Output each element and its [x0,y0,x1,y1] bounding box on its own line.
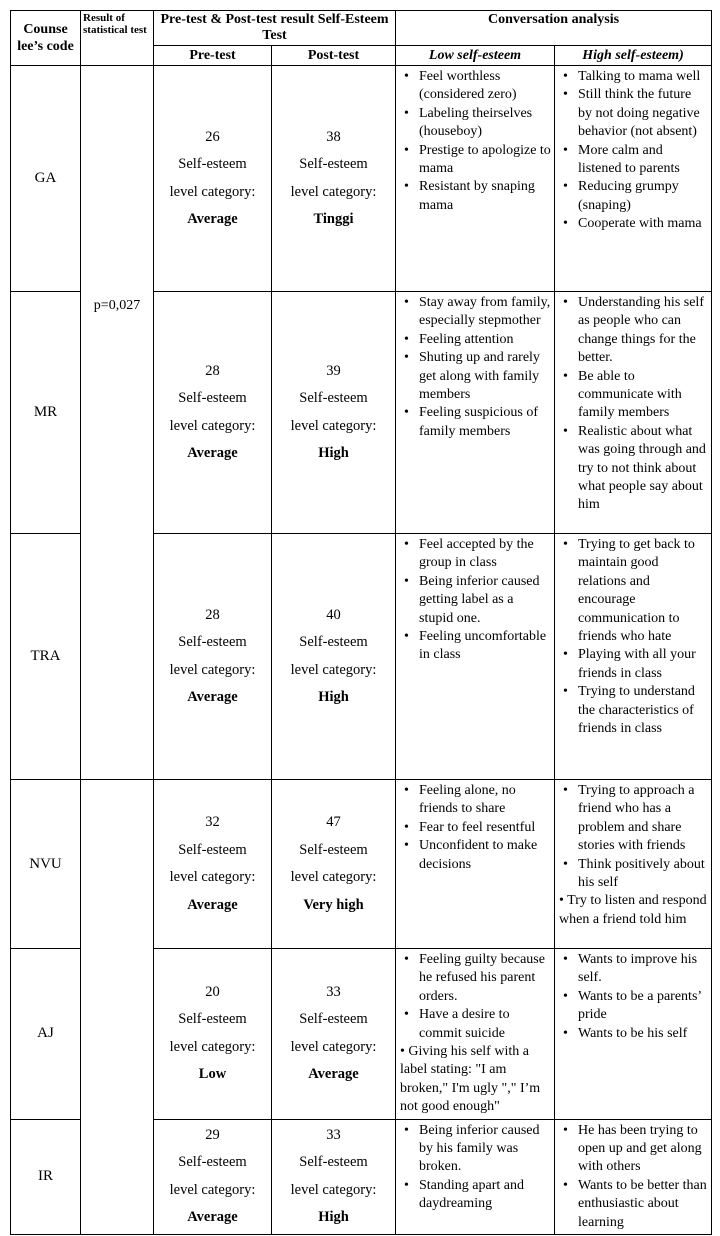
category-label: level category: [290,869,377,885]
list-item: • Understanding his self as people who can change things for the better. [559,294,708,368]
list-item: • Cooperate with mama [559,215,708,233]
pre-category: Average [187,211,238,227]
low-self-esteem-list [400,68,551,215]
pre-test-cell [154,66,272,292]
high-self-esteem-notes [555,292,712,534]
category-label: level category: [169,417,256,434]
low-self-esteem-notes [396,292,555,534]
category-label: level category: [290,1181,377,1198]
counselee-code: GA [11,66,81,292]
post-score: 33 [326,1126,341,1143]
pre-score: 32 [205,814,220,830]
post-category: Average [308,1066,359,1083]
post-test-cell [272,292,396,534]
pre-category: Average [187,445,238,461]
list-item: • Reducing grumpy (snaping) [559,178,708,215]
category-label: level category: [169,1038,256,1055]
pre-score: 20 [205,983,220,1000]
header-post-test: Post-test [272,46,396,66]
high-self-esteem-notes [555,949,712,1120]
low-self-esteem-list [400,951,551,1117]
category-label: Self-esteem [299,156,368,172]
list-item: • Feel accepted by the group in class [400,536,551,573]
list-item: • Wants to be better than enthusiastic about learning [559,1177,708,1232]
category-label: Self-esteem [178,156,247,172]
table-body [11,66,712,1235]
low-self-esteem-notes [396,949,555,1120]
list-item: • Labeling theirselves (houseboy) [400,105,551,142]
list-item: • Prestige to apologize to mama [400,142,551,179]
low-self-esteem-list [400,1122,551,1214]
post-test-cell [272,780,396,949]
post-category: Tinggi [313,211,354,227]
counselee-code: TRA [11,534,81,780]
post-category: High [318,1209,349,1226]
pre-score: 28 [205,362,220,379]
post-score: 38 [326,128,341,145]
post-score: 39 [326,362,341,379]
list-item: • Feel worthless (considered zero) [400,68,551,105]
list-item: • Being inferior caused getting label as a stupid one. [400,573,551,628]
post-category: High [318,445,349,461]
high-self-esteem-list [559,294,708,515]
high-self-esteem-notes [555,66,712,292]
list-item: • Talking to mama well [559,68,708,86]
list-item: • Have a desire to commit suicide [400,1006,551,1043]
post-category: Very high [303,896,364,913]
category-label: Self-esteem [299,390,368,406]
list-item: • Think positively about his self [559,856,708,893]
category-label: level category: [290,1038,377,1055]
high-self-esteem-list [559,536,708,738]
results-table [10,10,712,1235]
pre-test-cell [154,292,272,534]
empty-stat-cell [81,780,154,1235]
list-item: • Trying to understand the characteristics of friends in class [559,683,708,738]
high-self-esteem-list [559,782,708,929]
category-label: level category: [169,183,256,200]
category-label: level category: [290,417,377,434]
post-test-cell [272,1119,396,1234]
post-score: 33 [326,983,341,1000]
pre-score: 26 [205,128,220,145]
list-item: • Feeling alone, no friends to share [400,782,551,819]
high-self-esteem-list [559,951,708,1043]
header-counselee-code: Counse lee’s code [11,11,81,66]
list-item: • Still think the future by not doing negative behavior (not absent) [559,86,708,141]
low-self-esteem-notes [396,66,555,292]
high-self-esteem-list [559,68,708,234]
category-label: Self-esteem [178,1011,247,1028]
header-conversation-analysis: Conversation analysis [396,11,712,46]
counselee-code: AJ [11,949,81,1120]
category-label: Self-esteem [299,1011,368,1028]
list-item: • Stay away from family, especially stepmother [400,294,551,331]
category-label: level category: [169,1181,256,1198]
list-item: • Shuting up and rarely get along with family members [400,349,551,404]
list-item: • Resistant by snaping mama [400,178,551,215]
pre-category: Average [187,689,238,705]
list-item: • Wants to be a parents’ pride [559,988,708,1025]
post-test-cell [272,534,396,780]
pre-category: Low [198,1066,227,1083]
category-label: level category: [169,869,256,885]
pre-category: Average [187,1209,238,1226]
pre-score: 29 [205,1126,220,1143]
list-item: • Feeling uncomfortable in class [400,628,551,665]
high-self-esteem-list [559,1122,708,1232]
category-label: level category: [290,183,377,200]
list-item: • Unconfident to make decisions [400,837,551,874]
list-item: • Being inferior caused by his family was broken. [400,1122,551,1177]
category-label: Self-esteem [299,634,368,650]
table-row [11,66,712,292]
p-value-text: p=0,027 [93,298,141,313]
category-label: Self-esteem [178,634,247,650]
pre-test-cell [154,780,272,949]
category-label: level category: [169,661,256,678]
counselee-code: IR [11,1119,81,1234]
category-label: Self-esteem [299,841,368,858]
header-pre-test: Pre-test [154,46,272,66]
category-label: Self-esteem [299,1154,368,1171]
p-value [81,66,154,780]
category-label: level category: [290,661,377,678]
pre-test-cell [154,534,272,780]
pre-test-cell [154,1119,272,1234]
table-row [11,780,712,949]
low-self-esteem-list [400,294,551,441]
low-self-esteem-notes [396,534,555,780]
header-high-self-esteem: High self-esteem) [555,46,712,66]
header-test-group: Pre-test & Post-test result Self-Esteem Test [154,11,396,46]
list-item: • More calm and listened to parents [559,142,708,179]
list-item: • He has been trying to open up and get along with others [559,1122,708,1177]
category-label: Self-esteem [178,1154,247,1171]
list-item: • Feeling suspicious of family members [400,404,551,441]
counselee-code: MR [11,292,81,534]
list-item: • Giving his self with a label stating: "I am broken," I'm ugly "," I’m not good enough" [400,1044,541,1115]
post-score: 47 [326,814,341,830]
list-item: • Standing apart and daydreaming [400,1177,551,1214]
high-self-esteem-notes [555,780,712,949]
category-label: Self-esteem [178,841,247,858]
low-self-esteem-notes [396,1119,555,1234]
post-category: High [318,689,349,705]
high-self-esteem-notes [555,1119,712,1234]
high-self-esteem-notes [555,534,712,780]
list-item: • Feeling guilty because he refused his parent orders. [400,951,551,1006]
post-score: 40 [326,606,341,623]
post-test-cell [272,949,396,1120]
low-self-esteem-notes [396,780,555,949]
list-item: • Try to listen and respond when a friend told him [559,893,707,927]
low-self-esteem-list [400,536,551,665]
header-statistical-test: Result of statistical test [81,11,154,66]
counselee-code: NVU [11,780,81,949]
list-item: • Be able to communicate with family members [559,368,708,423]
header-low-self-esteem: Low self-esteem [396,46,555,66]
post-test-cell [272,66,396,292]
list-item: • Wants to be his self [559,1025,708,1043]
pre-test-cell [154,949,272,1120]
list-item: • Feeling attention [400,331,551,349]
low-self-esteem-list [400,782,551,874]
category-label: Self-esteem [178,390,247,406]
list-item: • Trying to get back to maintain good relations and encourage communication to friends who hate [559,536,708,646]
list-item: • Playing with all your friends in class [559,646,708,683]
list-item: • Trying to approach a friend who has a problem and share stories with friends [559,782,708,856]
pre-category: Average [187,896,238,913]
pre-score: 28 [205,606,220,623]
list-item: • Fear to feel resentful [400,819,551,837]
list-item: • Realistic about what was going through and try to not think about what people say about him [559,423,708,515]
list-item: • Wants to improve his self. [559,951,708,988]
